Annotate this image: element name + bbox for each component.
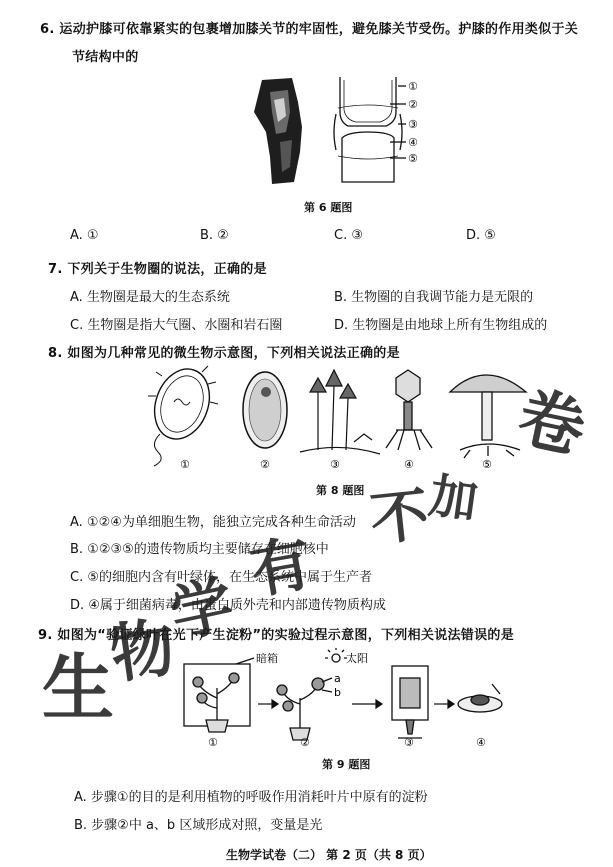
q7-option-d: D. 生物圈是由地球上所有生物组成的: [334, 318, 548, 333]
q6-label-4: ④: [408, 136, 418, 149]
q8-option-c: C. ⑤的细胞内含有叶绿体，在生态系统中属于生产者: [70, 570, 372, 585]
q9-label-2: ②: [300, 736, 310, 748]
q9-label-1: ①: [208, 736, 218, 748]
q6-caption: 第 6 题图: [304, 201, 353, 214]
water-bath-illustration: [392, 666, 428, 738]
q9-caption: 第 9 题图: [322, 758, 371, 771]
q8-label-1: ①: [180, 458, 190, 471]
q6-label-3: ③: [408, 118, 418, 131]
q6-label-5: ⑤: [408, 152, 418, 165]
q9-option-a: A. 步骤①的目的是利用植物的呼吸作用消耗叶片中原有的淀粉: [74, 790, 428, 805]
iodine-dish-illustration: [458, 684, 502, 712]
bacterium-illustration: [145, 362, 218, 466]
watermark-char: 有: [245, 528, 317, 608]
bacteriophage-illustration: [386, 370, 432, 450]
knee-figure: [240, 72, 430, 192]
dark-box-label: 暗箱: [256, 652, 278, 665]
q8-label-5: ⑤: [482, 458, 492, 471]
q7-option-b: B. 生物圈的自我调节能力是无限的: [334, 290, 534, 305]
watermark-char: 物: [105, 609, 180, 694]
knee-joint-diagram: [334, 77, 406, 182]
area-a-label: a: [334, 672, 341, 685]
area-b-label: b: [334, 686, 341, 699]
q6-label-1: ①: [408, 80, 418, 93]
dark-box-illustration: [184, 658, 254, 732]
q6-option-a: A. ①: [70, 228, 99, 243]
q7-stem: 7. 下列关于生物圈的说法，正确的是: [48, 262, 267, 277]
q9-stem: 9. 如图为“验证绿叶在光下产生淀粉”的实验过程示意图，下列相关说法错误的是: [38, 628, 514, 643]
q6-option-d: D. ⑤: [466, 228, 496, 243]
knee-brace-image: [254, 78, 302, 184]
watermark-char: 加: [425, 467, 482, 531]
q9-label-4: ④: [476, 736, 486, 748]
watermark-char: 不: [367, 480, 432, 554]
watermark-char: 学: [164, 567, 240, 652]
starch-experiment-figure: [170, 648, 510, 748]
page-footer: 生物学试卷（二） 第 2 页（共 8 页）: [226, 848, 432, 862]
q8-label-4: ④: [404, 458, 414, 471]
q8-label-2: ②: [260, 458, 270, 471]
watermark-char: 卷: [511, 377, 593, 468]
q8-option-d: D. ④属于细菌病毒，由蛋白质外壳和内部遗传物质构成: [70, 598, 386, 613]
yeast-illustration: [243, 372, 287, 448]
q8-option-a: A. ①②④为单细胞生物，能独立完成各种生命活动: [70, 515, 356, 530]
q6-stem-line1: 6. 运动护膝可依靠紧实的包裹增加膝关节的牢固性，避免膝关节受伤。护膝的作用类似于关: [40, 22, 579, 37]
q9-option-b: B. 步骤②中 a、b 区域形成对照，变量是光: [74, 818, 323, 833]
watermark-char: 生: [42, 645, 115, 730]
q8-option-b: B. ①②③⑤的遗传物质均主要储存在细胞核中: [70, 542, 329, 557]
q8-label-3: ③: [330, 458, 340, 471]
mold-illustration: [300, 370, 380, 454]
q6-label-2: ②: [408, 98, 418, 111]
q9-label-3: ③: [404, 736, 414, 748]
q8-caption: 第 8 题图: [316, 484, 365, 497]
q7-option-c: C. 生物圈是指大气圈、水圈和岩石圈: [70, 318, 283, 333]
q6-option-c: C. ③: [334, 228, 363, 243]
sun-label: 太阳: [346, 652, 368, 665]
q6-stem-line2: 节结构中的: [72, 50, 139, 65]
q8-stem: 8. 如图为几种常见的微生物示意图，下列相关说法正确的是: [48, 346, 400, 361]
q6-option-b: B. ②: [200, 228, 229, 243]
microbes-figure: [140, 362, 540, 472]
q7-option-a: A. 生物圈是最大的生态系统: [70, 290, 230, 305]
